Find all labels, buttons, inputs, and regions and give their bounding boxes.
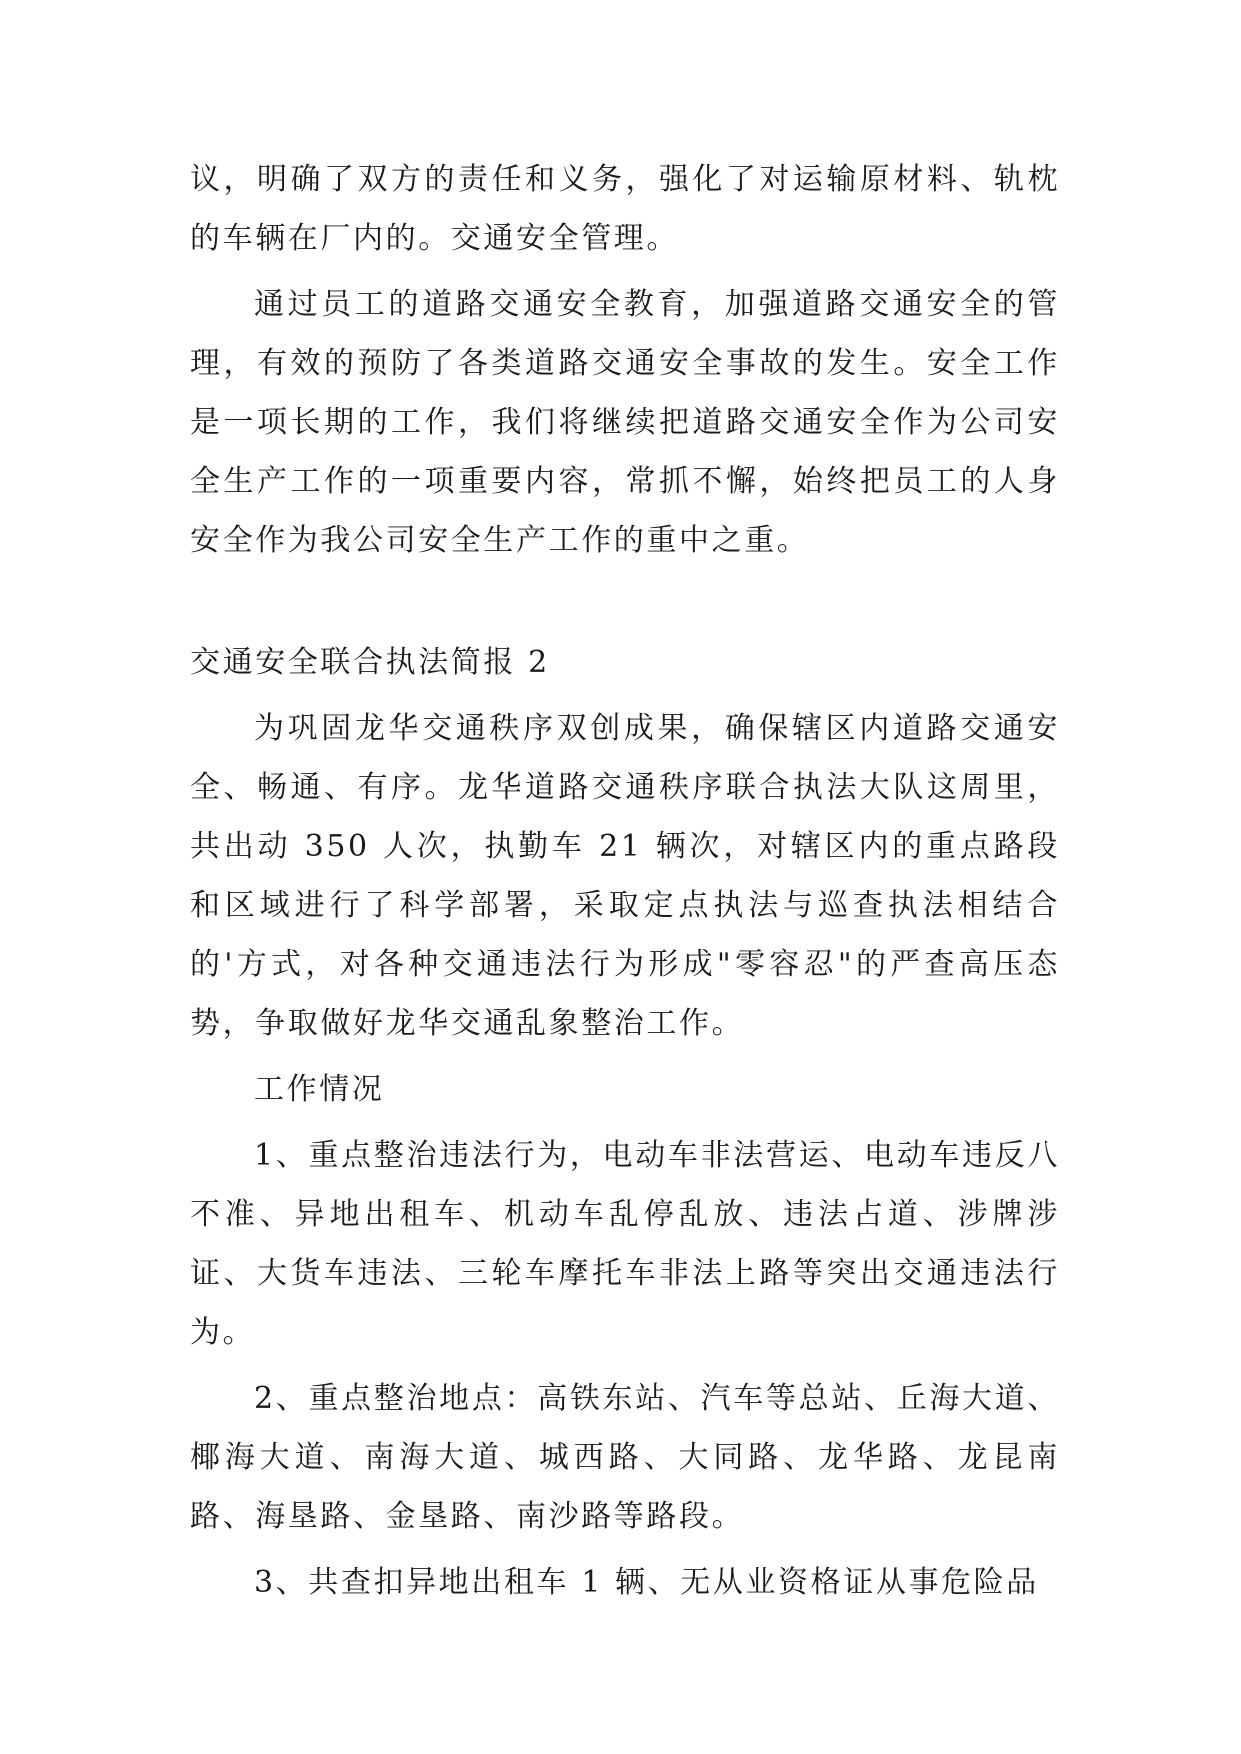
paragraph-enforcement-intro: 为巩固龙华交通秩序双创成果，确保辖区内道路交通安全、畅通、有序。龙华道路交通秩序联合执法大队这周里，共出动 350 人次，执勤车 21 辆次，对辖区内的重点路段和区域进行了科学部署，采取定点执法与巡查执法相结合的'方式，对各种交通违法行为形成"零容忍"的严查高压态势，争取做好龙华交通乱象整治工作。: [190, 711, 1060, 1041]
section-title: 交通安全联合执法简报 2: [190, 645, 550, 680]
paragraph-safety-summary: 通过员工的道路交通安全教育，加强道路交通安全的管理，有效的预防了各类道路交通安全事故的发生。安全工作是一项长期的工作，我们将继续把道路交通安全作为公司安全生产工作的一项重要内容，常抓不懈，始终把员工的人身安全作为我公司安全生产工作的重中之重。: [190, 287, 1060, 558]
paragraph-work-status-heading: 工作情况: [254, 1072, 385, 1107]
paragraph-item-1: 1、重点整治违法行为，电动车非法营运、电动车违反八不准、异地出租车、机动车乱停乱放、违法占道、涉牌涉证、大货车违法、三轮车摩托车非法上路等突出交通违法行为。: [190, 1138, 1060, 1350]
paragraph-item-3: 3、共查扣异地出租车 1 辆、无从业资格证从事危险品: [254, 1565, 1039, 1600]
document-body: [190, 150, 1060, 1612]
paragraph-continued-agreement: 议，明确了双方的责任和义务，强化了对运输原材料、轨枕的车辆在厂内的。交通安全管理。: [190, 162, 1060, 256]
paragraph-item-2: 2、重点整治地点：高铁东站、汽车等总站、丘海大道、椰海大道、南海大道、城西路、大同路、龙华路、龙昆南路、海垦路、金垦路、南沙路等路段。: [190, 1381, 1060, 1534]
